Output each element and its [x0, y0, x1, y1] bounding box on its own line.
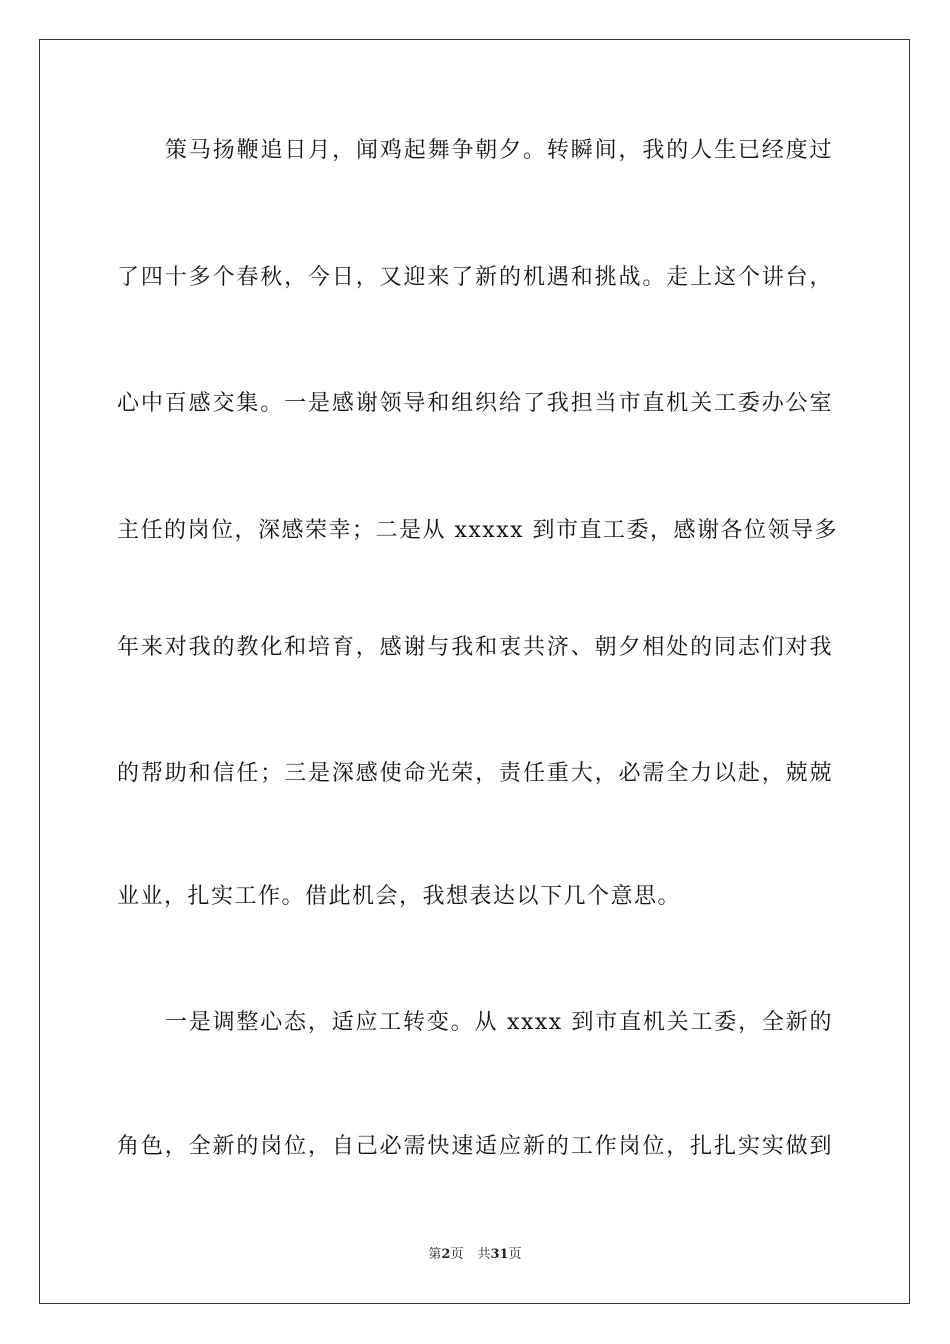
- body-line-5: 年来对我的教化和培育，感谢与我和衷共济、朝夕相处的同志们对我: [117, 635, 833, 660]
- total-suffix: 页: [508, 1247, 522, 1262]
- body-line-4: 主任的岗位，深感荣幸；二是从 xxxxx 到市直工委，感谢各位领导多: [117, 518, 839, 543]
- body-line-2: 了四十多个春秋，今日，又迎来了新的机遇和挑战。走上这个讲台，: [117, 265, 833, 290]
- page-suffix: 页: [450, 1247, 464, 1262]
- total-prefix: 共: [477, 1247, 491, 1262]
- body-line-6: 的帮助和信任；三是深感使命光荣，责任重大，必需全力以赴，兢兢: [117, 761, 833, 786]
- body-line-7: 业业，扎实工作。借此机会，我想表达以下几个意思。: [117, 884, 682, 909]
- body-line-9: 角色，全新的岗位，自己必需快速适应新的工作岗位，扎扎实实做到: [117, 1134, 833, 1159]
- body-line-1: 策马扬鞭追日月，闻鸡起舞争朝夕。转瞬间，我的人生已经度过: [165, 138, 833, 163]
- body-line-8: 一是调整心态，适应工转变。从 xxxx 到市直机关工委，全新的: [165, 1010, 833, 1035]
- page-footer: [0, 1246, 950, 1264]
- total-pages-number: 31: [490, 1247, 509, 1262]
- page-prefix: 第: [428, 1247, 442, 1262]
- current-page-number: 2: [441, 1247, 451, 1262]
- body-line-3: 心中百感交集。一是感谢领导和组织给了我担当市直机关工委办公室: [117, 391, 833, 416]
- page-frame: [39, 39, 910, 1304]
